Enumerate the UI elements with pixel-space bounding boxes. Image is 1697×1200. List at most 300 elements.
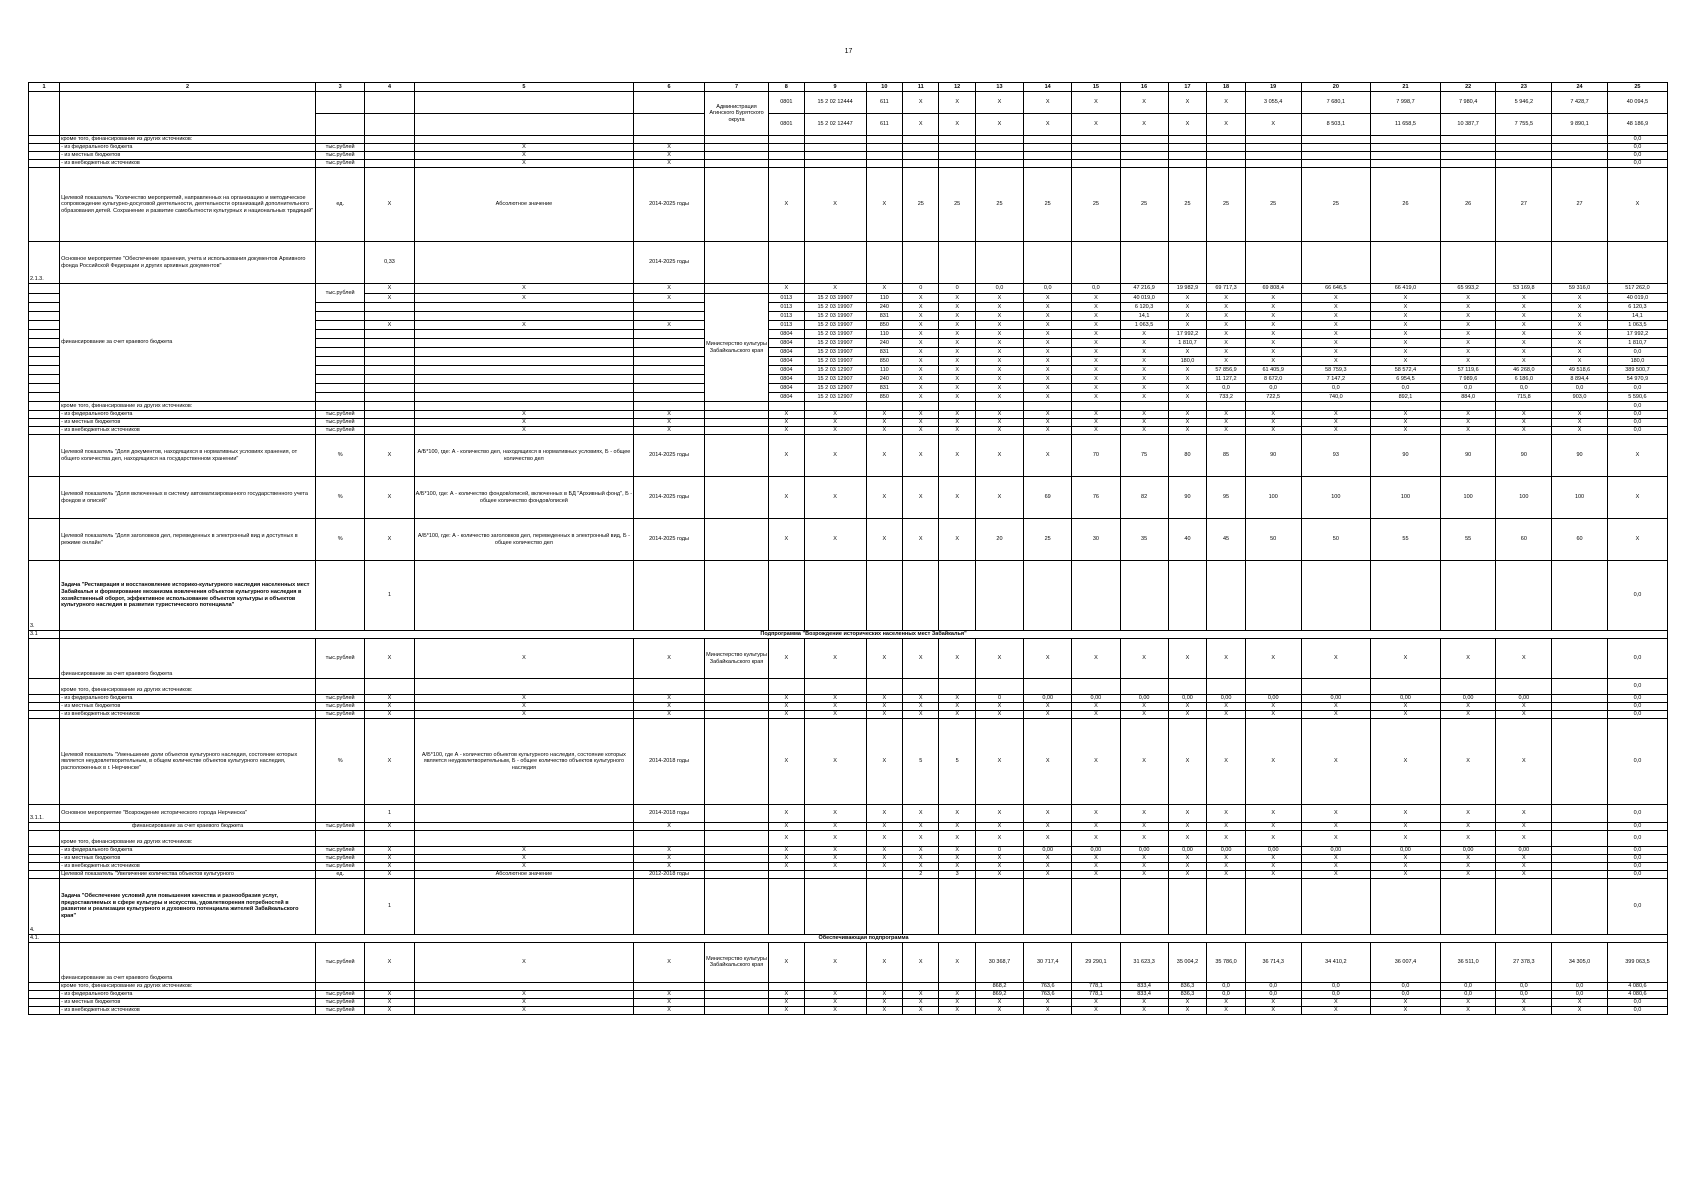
table-row: [29, 160, 1668, 168]
table-cell: [1371, 160, 1441, 168]
table-cell: 46 268,0: [1496, 366, 1552, 375]
table-cell: X: [769, 711, 804, 719]
table-cell: 110: [866, 330, 902, 339]
table-cell: 0,0: [1301, 384, 1371, 393]
table-cell: X: [903, 303, 939, 312]
table-cell: X: [1496, 855, 1552, 863]
column-header: 12: [939, 83, 975, 92]
table-cell: X: [975, 711, 1023, 719]
table-cell: X: [903, 92, 939, 114]
table-cell: [939, 402, 975, 411]
table-cell: [704, 847, 768, 855]
table-cell: 26: [1440, 168, 1496, 242]
table-cell: [704, 519, 768, 561]
table-cell: X: [1120, 419, 1168, 427]
table-cell: 110: [866, 366, 902, 375]
table-cell: [1245, 561, 1301, 631]
table-cell: 2014-2025 годы: [634, 477, 705, 519]
table-cell: 7 680,1: [1301, 92, 1371, 114]
table-cell: X: [804, 477, 866, 519]
table-cell: X: [903, 942, 939, 982]
table-cell: 0,0: [1496, 990, 1552, 998]
table-cell: X: [1207, 348, 1246, 357]
table-cell: тыс.рублей: [316, 823, 365, 831]
table-cell: [1301, 878, 1371, 934]
table-cell: 0,0: [1607, 402, 1667, 411]
table-cell: [29, 357, 60, 366]
table-cell: X: [365, 863, 414, 871]
table-cell: 869,2: [975, 990, 1023, 998]
table-cell: [29, 348, 60, 357]
table-cell: 60: [1552, 519, 1608, 561]
table-cell: [414, 393, 634, 402]
table-row: [29, 855, 1668, 863]
table-cell: 0: [903, 284, 939, 294]
table-cell: 0113: [769, 294, 804, 303]
table-cell: X: [1245, 114, 1301, 136]
table-cell: X: [804, 863, 866, 871]
table-cell: X: [903, 847, 939, 855]
table-row: [29, 419, 1668, 427]
column-header: 4: [365, 83, 414, 92]
table-cell: 0,0: [1607, 561, 1667, 631]
table-cell: 763,6: [1024, 990, 1072, 998]
table-cell: X: [1371, 639, 1441, 679]
table-cell: [29, 114, 60, 136]
table-cell: [1301, 136, 1371, 144]
table-cell: [1024, 242, 1072, 284]
task-text: Задача "Реставрация и восстановление историко-культурного наследия населенных мест Забайкалья и формирование механизма вовлечения объектов культурного наследия в хозяйственный оборот, эффективное использование объектов культуры и объектов культурного наследия в развитии туристического потенциала": [60, 561, 316, 631]
table-cell: 70: [1072, 435, 1120, 477]
table-cell: [29, 303, 60, 312]
table-row: [29, 92, 1668, 114]
table-cell: X: [769, 823, 804, 831]
table-cell: 2014-2025 годы: [634, 168, 705, 242]
table-cell: X: [804, 990, 866, 998]
column-header: 15: [1072, 83, 1120, 92]
table-cell: X: [1207, 823, 1246, 831]
table-cell: [903, 982, 939, 990]
table-cell: X: [1024, 863, 1072, 871]
table-cell: X: [1607, 477, 1667, 519]
table-cell: X: [414, 990, 634, 998]
table-cell: X: [1607, 519, 1667, 561]
table-row: [29, 719, 1668, 805]
table-cell: 0,00: [1245, 847, 1301, 855]
table-row: [29, 878, 1668, 934]
table-cell: X: [365, 639, 414, 679]
table-cell: [316, 375, 365, 384]
table-cell: [704, 990, 768, 998]
table-cell: X: [1245, 805, 1301, 823]
table-cell: X: [903, 711, 939, 719]
table-cell: 36 714,3: [1245, 942, 1301, 982]
table-cell: X: [1024, 375, 1072, 384]
table-row: [29, 435, 1668, 477]
table-cell: 1 810,7: [1168, 339, 1207, 348]
table-cell: X: [903, 639, 939, 679]
table-cell: 240: [866, 303, 902, 312]
table-cell: X: [1168, 321, 1207, 330]
table-cell: 4 080,6: [1607, 982, 1667, 990]
table-cell: [1552, 847, 1608, 855]
table-cell: 100: [1552, 477, 1608, 519]
table-cell: X: [1245, 863, 1301, 871]
table-cell: [316, 561, 365, 631]
table-cell: [1072, 152, 1120, 160]
table-cell: X: [975, 294, 1023, 303]
table-cell: X: [939, 321, 975, 330]
table-cell: тыс.рублей: [316, 1006, 365, 1014]
table-cell: X: [903, 831, 939, 847]
table-cell: X: [1496, 427, 1552, 435]
table-cell: X: [634, 160, 705, 168]
table-cell: тыс.рублей: [316, 284, 365, 303]
table-cell: [29, 831, 60, 847]
table-cell: 76: [1072, 477, 1120, 519]
table-cell: 2014-2018 годы: [634, 805, 705, 823]
table-cell: тыс.рублей: [316, 942, 365, 982]
table-cell: [316, 303, 365, 312]
table-cell: 0,00: [1371, 695, 1441, 703]
table-cell: 740,0: [1301, 393, 1371, 402]
table-cell: X: [1301, 863, 1371, 871]
table-cell: X: [414, 711, 634, 719]
table-cell: 15 2 03 12907: [804, 366, 866, 375]
table-cell: [634, 402, 705, 411]
table-cell: X: [1371, 411, 1441, 419]
table-cell: [1440, 160, 1496, 168]
table-cell: X: [1440, 419, 1496, 427]
table-cell: [414, 339, 634, 348]
table-cell: [975, 144, 1023, 152]
table-cell: X: [1371, 303, 1441, 312]
table-cell: X: [1024, 711, 1072, 719]
table-cell: 0,0: [1607, 384, 1667, 393]
table-cell: 0,0: [1607, 855, 1667, 863]
table-cell: X: [1207, 871, 1246, 879]
table-cell: X: [1440, 411, 1496, 419]
table-cell: X: [1207, 703, 1246, 711]
table-cell: [316, 330, 365, 339]
table-cell: X: [1024, 92, 1072, 114]
table-cell: [29, 679, 60, 695]
table-cell: X: [903, 419, 939, 427]
table-cell: [365, 427, 414, 435]
table-cell: X: [414, 284, 634, 294]
table-cell: X: [634, 823, 705, 831]
table-cell: [1552, 805, 1608, 823]
table-cell: [903, 160, 939, 168]
table-cell: [1552, 639, 1608, 679]
table-cell: X: [1552, 321, 1608, 330]
table-cell: X: [634, 284, 705, 294]
table-cell: X: [1245, 855, 1301, 863]
table-cell: X: [1552, 303, 1608, 312]
table-cell: X: [1072, 855, 1120, 863]
table-cell: 0,0: [1607, 823, 1667, 831]
table-cell: 0,0: [1607, 847, 1667, 855]
table-cell: А/Б*100, где: А - количество фондов/описей, включенных в БД "Архивный фонд", Б - общее количество фондов/описей: [414, 477, 634, 519]
table-cell: - из внебюджетных источников: [60, 160, 316, 168]
table-cell: X: [1024, 114, 1072, 136]
table-cell: X: [1120, 805, 1168, 823]
table-cell: [939, 152, 975, 160]
table-cell: 0,0: [1245, 982, 1301, 990]
table-cell: X: [866, 855, 902, 863]
table-cell: X: [975, 831, 1023, 847]
table-cell: 0,00: [1301, 847, 1371, 855]
table-cell: X: [1552, 312, 1608, 321]
table-cell: X: [1496, 823, 1552, 831]
table-cell: [804, 136, 866, 144]
table-cell: X: [414, 703, 634, 711]
table-cell: X: [939, 519, 975, 561]
table-cell: 90: [1168, 477, 1207, 519]
table-cell: [365, 402, 414, 411]
table-cell: [939, 561, 975, 631]
table-cell: X: [1371, 348, 1441, 357]
table-cell: [29, 92, 60, 114]
table-cell: [29, 863, 60, 871]
table-cell: X: [903, 384, 939, 393]
table-cell: 0,0: [1607, 805, 1667, 823]
table-cell: тыс.рублей: [316, 152, 365, 160]
table-cell: X: [769, 639, 804, 679]
table-cell: X: [804, 942, 866, 982]
table-cell: [29, 384, 60, 393]
table-cell: [365, 160, 414, 168]
table-cell: X: [1024, 357, 1072, 366]
table-cell: %: [316, 477, 365, 519]
table-cell: [29, 435, 60, 477]
table-cell: [29, 998, 60, 1006]
table-cell: 0804: [769, 339, 804, 348]
table-cell: [1168, 152, 1207, 160]
table-cell: X: [1245, 419, 1301, 427]
table-cell: 0,0: [1207, 990, 1246, 998]
table-cell: - из федерального бюджета: [60, 144, 316, 152]
table-cell: [1168, 679, 1207, 695]
table-cell: X: [1552, 330, 1608, 339]
table-cell: 0,0: [1024, 284, 1072, 294]
table-cell: X: [1207, 339, 1246, 348]
table-cell: X: [1024, 393, 1072, 402]
table-cell: 2014-2025 годы: [634, 435, 705, 477]
table-cell: [365, 114, 414, 136]
table-cell: [29, 942, 60, 982]
table-cell: [1207, 402, 1246, 411]
table-cell: [634, 982, 705, 990]
table-cell: X: [939, 703, 975, 711]
table-cell: [1245, 402, 1301, 411]
table-cell: X: [939, 639, 975, 679]
table-cell: 0,0: [1607, 411, 1667, 419]
table-cell: 40 094,5: [1607, 92, 1667, 114]
table-cell: X: [939, 375, 975, 384]
table-cell: [704, 719, 768, 805]
table-cell: 1: [365, 561, 414, 631]
table-cell: [939, 160, 975, 168]
table-cell: 831: [866, 312, 902, 321]
table-row: [29, 831, 1668, 847]
table-cell: [1024, 679, 1072, 695]
table-cell: [365, 831, 414, 847]
table-cell: [1552, 695, 1608, 703]
table-cell: 26: [1371, 168, 1441, 242]
table-cell: [365, 144, 414, 152]
table-cell: 0113: [769, 321, 804, 330]
table-cell: X: [975, 303, 1023, 312]
table-cell: X: [975, 477, 1023, 519]
table-cell: 0,00: [1371, 847, 1441, 855]
table-cell: [414, 330, 634, 339]
table-cell: [414, 831, 634, 847]
table-cell: [1552, 878, 1608, 934]
table-cell: X: [1371, 330, 1441, 339]
table-cell: [1496, 878, 1552, 934]
responsible-executor: Администрация Агинского Бурятского округа: [704, 92, 768, 136]
table-cell: X: [804, 703, 866, 711]
table-cell: [29, 855, 60, 863]
table-cell: 34 305,0: [1552, 942, 1608, 982]
table-cell: X: [804, 419, 866, 427]
table-cell: [704, 411, 768, 419]
table-row: [29, 990, 1668, 998]
table-cell: X: [365, 871, 414, 879]
table-cell: X: [365, 703, 414, 711]
table-cell: X: [866, 990, 902, 998]
table-cell: X: [1440, 823, 1496, 831]
table-cell: [769, 402, 804, 411]
table-cell: X: [1024, 871, 1072, 879]
table-cell: X: [769, 942, 804, 982]
table-cell: 6 186,0: [1496, 375, 1552, 384]
table-cell: X: [1440, 998, 1496, 1006]
table-row: [29, 695, 1668, 703]
table-cell: [365, 375, 414, 384]
row-number: 2.1.3.: [29, 242, 60, 284]
table-cell: X: [866, 1006, 902, 1014]
table-cell: X: [975, 871, 1023, 879]
table-cell: X: [634, 321, 705, 330]
table-cell: [1607, 242, 1667, 284]
table-cell: [29, 312, 60, 321]
table-cell: X: [1168, 419, 1207, 427]
table-cell: X: [365, 168, 414, 242]
table-cell: X: [1072, 384, 1120, 393]
table-cell: [804, 561, 866, 631]
table-row: [29, 934, 1668, 942]
table-cell: [29, 639, 60, 679]
table-cell: 0,00: [1440, 847, 1496, 855]
table-cell: 0801: [769, 114, 804, 136]
table-cell: X: [1072, 998, 1120, 1006]
table-cell: [1245, 136, 1301, 144]
table-cell: X: [1120, 114, 1168, 136]
table-cell: X: [1024, 823, 1072, 831]
table-cell: X: [1072, 92, 1120, 114]
table-cell: [29, 152, 60, 160]
table-row: [29, 144, 1668, 152]
table-cell: X: [903, 863, 939, 871]
table-cell: [1552, 152, 1608, 160]
table-cell: X: [1120, 855, 1168, 863]
column-header: 2: [60, 83, 316, 92]
table-cell: X: [804, 695, 866, 703]
table-cell: 0,00: [1120, 695, 1168, 703]
table-cell: 0,00: [1245, 695, 1301, 703]
table-cell: X: [939, 92, 975, 114]
table-cell: X: [1245, 639, 1301, 679]
table-cell: X: [1245, 339, 1301, 348]
table-cell: X: [1552, 411, 1608, 419]
table-cell: 831: [866, 348, 902, 357]
table-cell: X: [1371, 831, 1441, 847]
table-cell: X: [1301, 303, 1371, 312]
table-cell: X: [769, 477, 804, 519]
table-cell: X: [414, 847, 634, 855]
table-cell: X: [1024, 719, 1072, 805]
table-cell: X: [975, 357, 1023, 366]
table-cell: X: [939, 990, 975, 998]
table-cell: X: [1371, 998, 1441, 1006]
table-cell: X: [1245, 998, 1301, 1006]
table-cell: X: [903, 348, 939, 357]
table-cell: 3: [939, 871, 975, 879]
table-cell: X: [866, 703, 902, 711]
table-cell: [1207, 242, 1246, 284]
table-cell: [975, 679, 1023, 695]
table-cell: А/Б*100, где: А - количество заголовков дел, переведенных в электронный вид, Б - общее количество дел: [414, 519, 634, 561]
table-cell: X: [1024, 998, 1072, 1006]
table-cell: 1 063,5: [1607, 321, 1667, 330]
table-cell: X: [1168, 427, 1207, 435]
table-cell: А/Б*100, где А - количество объектов культурного наследия, состояние которых является неудовлетворительным, Б - общее количество объектов культурного наследия: [414, 719, 634, 805]
table-cell: 0,0: [1607, 711, 1667, 719]
column-header: 10: [866, 83, 902, 92]
table-cell: X: [365, 990, 414, 998]
table-cell: X: [769, 435, 804, 477]
table-cell: [1072, 402, 1120, 411]
table-cell: X: [634, 990, 705, 998]
indicator-text: Целевой показатель "Увеличение количества объектов культурного: [60, 871, 316, 879]
table-cell: [769, 144, 804, 152]
table-cell: [365, 136, 414, 144]
table-cell: 69 808,4: [1245, 284, 1301, 294]
table-cell: X: [1120, 871, 1168, 879]
table-cell: X: [866, 711, 902, 719]
table-cell: 7 147,2: [1301, 375, 1371, 384]
table-cell: X: [1552, 348, 1608, 357]
table-cell: [634, 312, 705, 321]
table-cell: [29, 1006, 60, 1014]
table-cell: [1440, 878, 1496, 934]
table-cell: [1552, 711, 1608, 719]
table-cell: X: [1371, 719, 1441, 805]
table-cell: X: [1207, 321, 1246, 330]
table-cell: X: [1072, 871, 1120, 879]
table-cell: X: [1168, 711, 1207, 719]
table-cell: - из внебюджетных источников: [60, 1006, 316, 1014]
table-cell: 17 992,2: [1168, 330, 1207, 339]
table-cell: X: [939, 695, 975, 703]
table-cell: тыс.рублей: [316, 847, 365, 855]
table-cell: X: [939, 114, 975, 136]
table-cell: X: [1301, 639, 1371, 679]
table-cell: X: [903, 330, 939, 339]
table-cell: X: [1496, 339, 1552, 348]
